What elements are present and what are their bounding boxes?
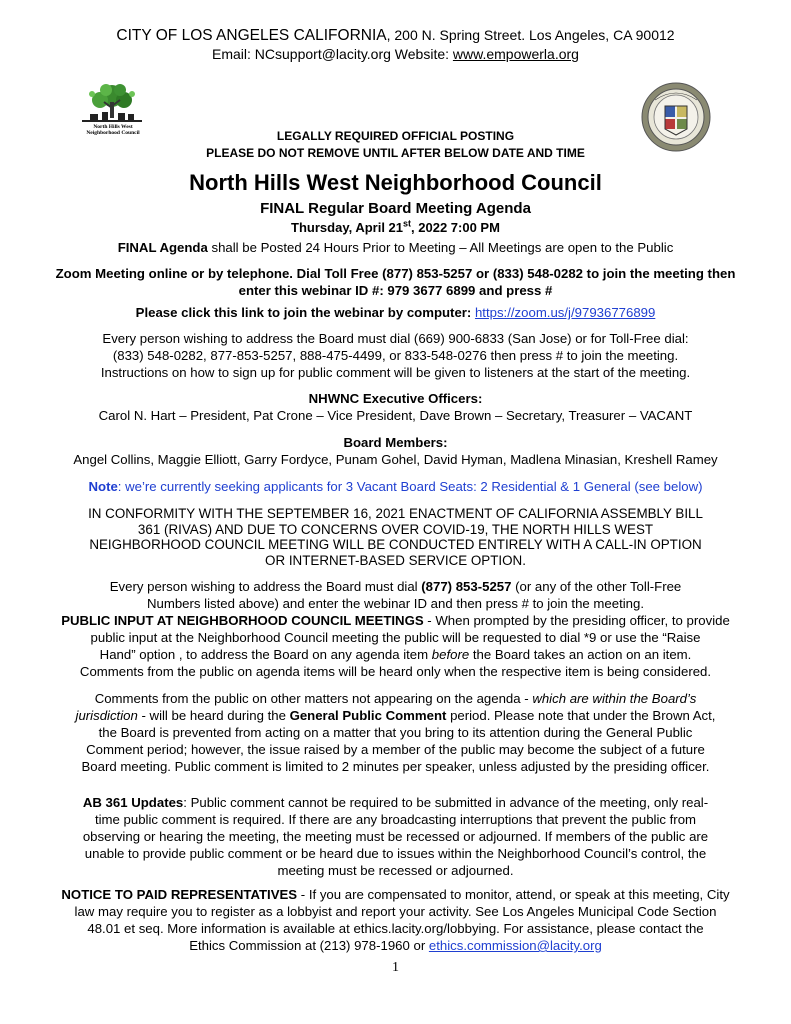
- ethics-email-link[interactable]: ethics.commission@lacity.org: [428, 938, 602, 953]
- ab361-line-5: meeting must be recessed or adjourned.: [277, 863, 514, 878]
- city-address-line: [0, 27, 791, 44]
- pi-l5-pre: Hand” option , to address the Board on any agenda item: [99, 647, 432, 662]
- pi-l5-post: the Board takes an action on an item.: [469, 647, 692, 662]
- posted-note-text: shall be Posted 24 Hours Prior to Meeting – All Meetings are open to the Public: [207, 240, 674, 255]
- ab361-line-2: time public comment is required. If there are any broadcasting interruptions that prevent the public from: [94, 812, 697, 827]
- logo-line-2: Neighborhood Council: [86, 130, 140, 136]
- officers-heading: NHWNC Executive Officers:: [308, 391, 483, 406]
- pr-l1-bold: NOTICE TO PAID REPRESENTATIVES: [61, 887, 298, 902]
- city-address: , 200 N. Spring Street. Los Angeles, CA 90012: [386, 27, 675, 43]
- other-line-2: [30, 707, 761, 724]
- ab361-line-4: unable to provide public comment or be heard due to issues within the Neighborhood Council’s control, the: [84, 846, 707, 861]
- public-input-paragraph: [30, 578, 761, 680]
- ab-l1-rest: : Public comment cannot be required to be submitted in advance of the meeting, only real-: [183, 795, 709, 810]
- agenda-title: FINAL Regular Board Meeting Agenda: [260, 200, 531, 217]
- other-matters-paragraph: [30, 690, 761, 775]
- city-name: CITY OF LOS ANGELES CALIFORNIA: [116, 27, 387, 44]
- date-main: Thursday, April 21: [291, 220, 404, 235]
- paid-line-1: [30, 886, 761, 903]
- om-l2-bold: General Public Comment: [289, 708, 447, 723]
- other-line-5: Board meeting. Public comment is limited to 2 minutes per speaker, unless adjusted by the presiding officer.: [81, 759, 710, 774]
- posting-notice: [40, 128, 751, 162]
- board-list: Angel Collins, Maggie Elliott, Garry Fordyce, Punam Gohel, David Hyman, Madlena Minasian, Kreshell Ramey: [73, 452, 718, 467]
- officers-list: Carol N. Hart – President, Pat Crone – Vice President, Dave Brown – Secretary, Treasurer – VACANT: [98, 408, 693, 423]
- posted-note-bold: FINAL Agenda: [117, 240, 208, 255]
- ab361-line-1: [30, 794, 761, 811]
- ab361-paragraph: [30, 794, 761, 879]
- public-input-line-2: Numbers listed above) and enter the webinar ID and then press # to join the meeting.: [146, 596, 645, 611]
- conformity-notice: [20, 506, 771, 568]
- other-line-4: Comment period; however, the issue raised by a member of the public may become the subject of a future: [86, 742, 705, 757]
- paid-line-3: 48.01 et seq. More information is available at ethics.lacity.org/lobbying. For assistance, please contact the: [87, 921, 704, 936]
- conformity-line-2: 361 (RIVAS) AND DUE TO CONCERNS OVER COVID-19, THE NORTH HILLS WEST: [137, 521, 654, 537]
- conformity-line-1: IN CONFORMITY WITH THE SEPTEMBER 16, 2021 ENACTMENT OF CALIFORNIA ASSEMBLY BILL: [88, 506, 703, 521]
- conformity-line-3: NEIGHBORHOOD COUNCIL MEETING WILL BE CONDUCTED ENTIRELY WITH A CALL-IN OPTION: [89, 537, 702, 552]
- board-heading: Board Members:: [343, 435, 448, 450]
- webinar-link[interactable]: https://zoom.us/j/97936776899: [474, 305, 656, 320]
- pr-l1-rest: - If you are compensated to monitor, attend, or speak at this meeting, City: [297, 887, 730, 902]
- public-input-line-3: [30, 612, 761, 629]
- address-line-3: Instructions on how to sign up for public comment will be given to listeners at the start of the meeting.: [100, 365, 691, 380]
- vacancy-note: [20, 478, 771, 495]
- meeting-date: [40, 219, 751, 236]
- public-input-line-4: public input at the Neighborhood Council meeting the public will be requested to dial *9 or use the “Raise: [90, 630, 701, 645]
- zoom-line-2: enter this webinar ID #: 979 3677 6899 and press #: [238, 283, 553, 298]
- public-input-line-5: [30, 646, 761, 663]
- om-l1-pre: Comments from the public on other matters not appearing on the agenda -: [94, 691, 533, 706]
- paid-reps-paragraph: [30, 886, 761, 954]
- zoom-instructions: [20, 265, 771, 299]
- paid-line-4: [30, 937, 761, 954]
- webinar-link-line: [40, 304, 751, 321]
- ab361-line-3: observing or hearing the meeting, the meeting must be recessed or adjourned. If members of the public are: [82, 829, 709, 844]
- zoom-line-1: Zoom Meeting online or by telephone. Dial Toll Free (877) 853-5257 or (833) 548-0282 to join the meeting then: [55, 266, 736, 281]
- public-input-line-6: Comments from the public on agenda items will be heard only when the respective item is being considered.: [79, 664, 712, 679]
- om-l1-italic: which are within the Board’s: [532, 691, 697, 706]
- posted-note: [40, 239, 751, 256]
- address-board-paragraph: [40, 330, 751, 381]
- webinar-link-label: Please click this link to join the webinar by computer:: [135, 305, 475, 320]
- paid-line-2: law may require you to register as a lobbyist and report your activity. See Los Angeles Municipal Code Section: [74, 904, 717, 919]
- address-line-2: (833) 548-0282, 877-853-5257, 888-475-4499, or 833-548-0276 then press # to join the meeting.: [112, 348, 679, 363]
- posting-line-1: LEGALLY REQUIRED OFFICIAL POSTING: [276, 129, 515, 143]
- logo-line-1: North Hills West: [93, 124, 133, 130]
- other-line-1: [30, 690, 761, 707]
- note-label: Note: [88, 479, 118, 494]
- website-link[interactable]: www.empowerla.org: [452, 46, 579, 62]
- contact-line: [0, 46, 791, 62]
- email-text: Email: NCsupport@lacity.org Website:: [212, 46, 453, 62]
- om-l2-post: period. Please note that under the Brown Act,: [446, 708, 716, 723]
- pr-l4-pre: Ethics Commission at (213) 978-1960 or: [189, 938, 429, 953]
- officers-section: [40, 390, 751, 424]
- pi-l1-bold: (877) 853-5257: [421, 579, 512, 594]
- page-number: 1: [392, 960, 399, 975]
- pi-l3-bold: PUBLIC INPUT AT NEIGHBORHOOD COUNCIL MEETINGS: [61, 613, 424, 628]
- address-line-1: Every person wishing to address the Board must dial (669) 900-6833 (San Jose) or for Toll-Free dial:: [102, 331, 689, 346]
- ab-l1-bold: AB 361 Updates: [82, 795, 184, 810]
- date-sup: st: [403, 218, 412, 229]
- om-l2-mid: - will be heard during the: [137, 708, 290, 723]
- posting-line-2: PLEASE DO NOT REMOVE UNTIL AFTER BELOW DATE AND TIME: [206, 146, 585, 160]
- om-l2-italic: jurisdiction: [75, 708, 138, 723]
- pi-l1-pre: Every person wishing to address the Board must dial: [109, 579, 422, 594]
- board-section: [20, 434, 771, 468]
- pi-l3-rest: - When prompted by the presiding officer, to provide: [423, 613, 730, 628]
- date-time: , 2022 7:00 PM: [411, 220, 500, 235]
- council-name: North Hills West Neighborhood Council: [189, 170, 602, 195]
- note-text: : we’re currently seeking applicants for 3 Vacant Board Seats: 2 Residential & 1 General (see below): [117, 479, 703, 494]
- public-input-line-1: [30, 578, 761, 595]
- pi-l1-post: (or any of the other Toll-Free: [511, 579, 682, 594]
- other-line-3: the Board is prevented from acting on a matter that you bring to its attention during the General Public: [98, 725, 693, 740]
- conformity-line-4: OR INTERNET-BASED SERVICE OPTION.: [265, 552, 526, 568]
- pi-l5-italic: before: [431, 647, 470, 662]
